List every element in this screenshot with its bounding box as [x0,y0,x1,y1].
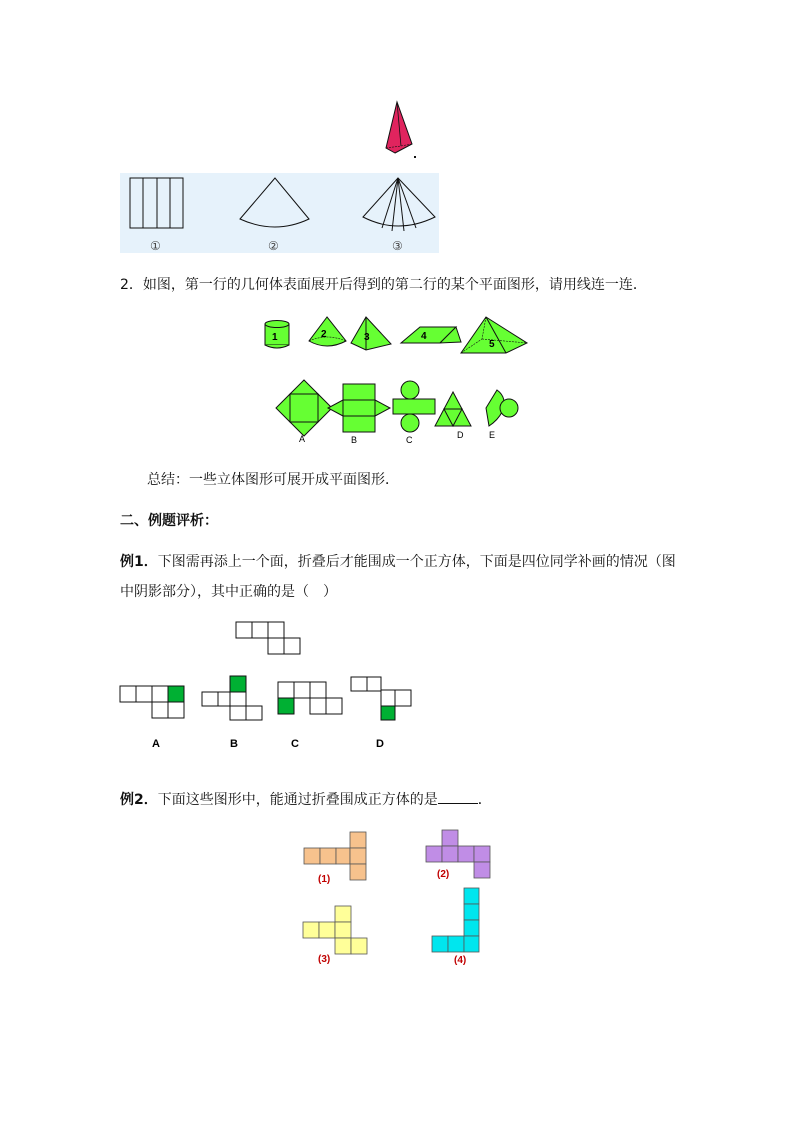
solid-label-1: 1 [272,332,278,343]
option-b-net [202,676,262,720]
solids-row [260,313,535,358]
example-1-label: 例1． [120,554,158,570]
question-2-body: 如图，第一行的几何体表面展开后得到的第二行的某个平面图形，请用线连一连． [142,277,647,293]
solid-label-5: 5 [489,339,495,350]
answer-blank[interactable] [438,789,478,804]
net-label-a: A [299,434,306,444]
question-2-text [120,274,647,296]
example-2-period: ． [477,792,492,808]
pyramid-figure [380,100,430,162]
net-b-figure [328,384,390,432]
sector-with-spokes-figure [363,178,435,231]
net-label-e: E [489,430,496,440]
example-1-line-1 [120,551,676,573]
incomplete-cube-net [236,622,300,654]
net-label-c: C [406,435,413,445]
option-d-net [351,677,411,720]
example-1-line-2: 中阴影部分），其中正确的是（ ） [120,584,337,600]
example-2-figures [300,828,500,973]
figure-4-net [432,888,479,952]
figure-label-2: (2) [437,869,450,880]
net-label-d: D [457,430,464,440]
example-2-label: 例2． [120,792,158,808]
option-c-net [278,682,342,714]
triangular-pyramid-solid [351,317,391,350]
option-label-b: B [230,738,238,750]
example-1-figures [118,620,418,750]
figure-label-3: (3) [318,954,331,965]
net-a-figure [276,380,332,436]
sector-figure [240,178,309,227]
option-label-a: A [152,738,160,750]
cone-solid [309,317,346,346]
example-1-text-1: 下图需再添上一个面，折叠后才能围成一个正方体，下面是四位同学补画的情况（图 [157,554,676,570]
panel-label-2: ② [268,239,279,253]
figure-label-4: (4) [454,955,467,966]
summary-text: 总结：一些立体图形可展开成平面图形． [147,472,399,488]
question-2-number: 2． [120,277,143,293]
net-e-figure [486,390,518,426]
panel-label-3: ③ [392,239,403,253]
solid-label-2: 2 [321,329,327,340]
figure-1-net [304,832,366,880]
panel-label-1: ① [150,239,161,253]
net-c-figure [393,381,435,432]
solid-label-4: 4 [421,331,427,342]
figure-label-1: (1) [318,874,331,885]
rectangle-net-figure [130,178,183,228]
section-heading: 二、例题评析： [120,513,218,529]
nets-row [275,380,525,445]
option-label-c: C [291,738,299,750]
example-2-line [120,789,492,811]
figure-2-net [426,830,490,878]
example-2-text: 下面这些图形中，能通过折叠围成正方体的是 [157,792,438,808]
option-a-net [120,686,184,718]
option-label-d: D [376,738,384,750]
triangular-prism-solid [401,327,461,343]
net-label-b: B [351,435,358,445]
net-d-figure [435,392,471,426]
figure-3-net [303,906,367,954]
solid-label-3: 3 [364,332,370,343]
